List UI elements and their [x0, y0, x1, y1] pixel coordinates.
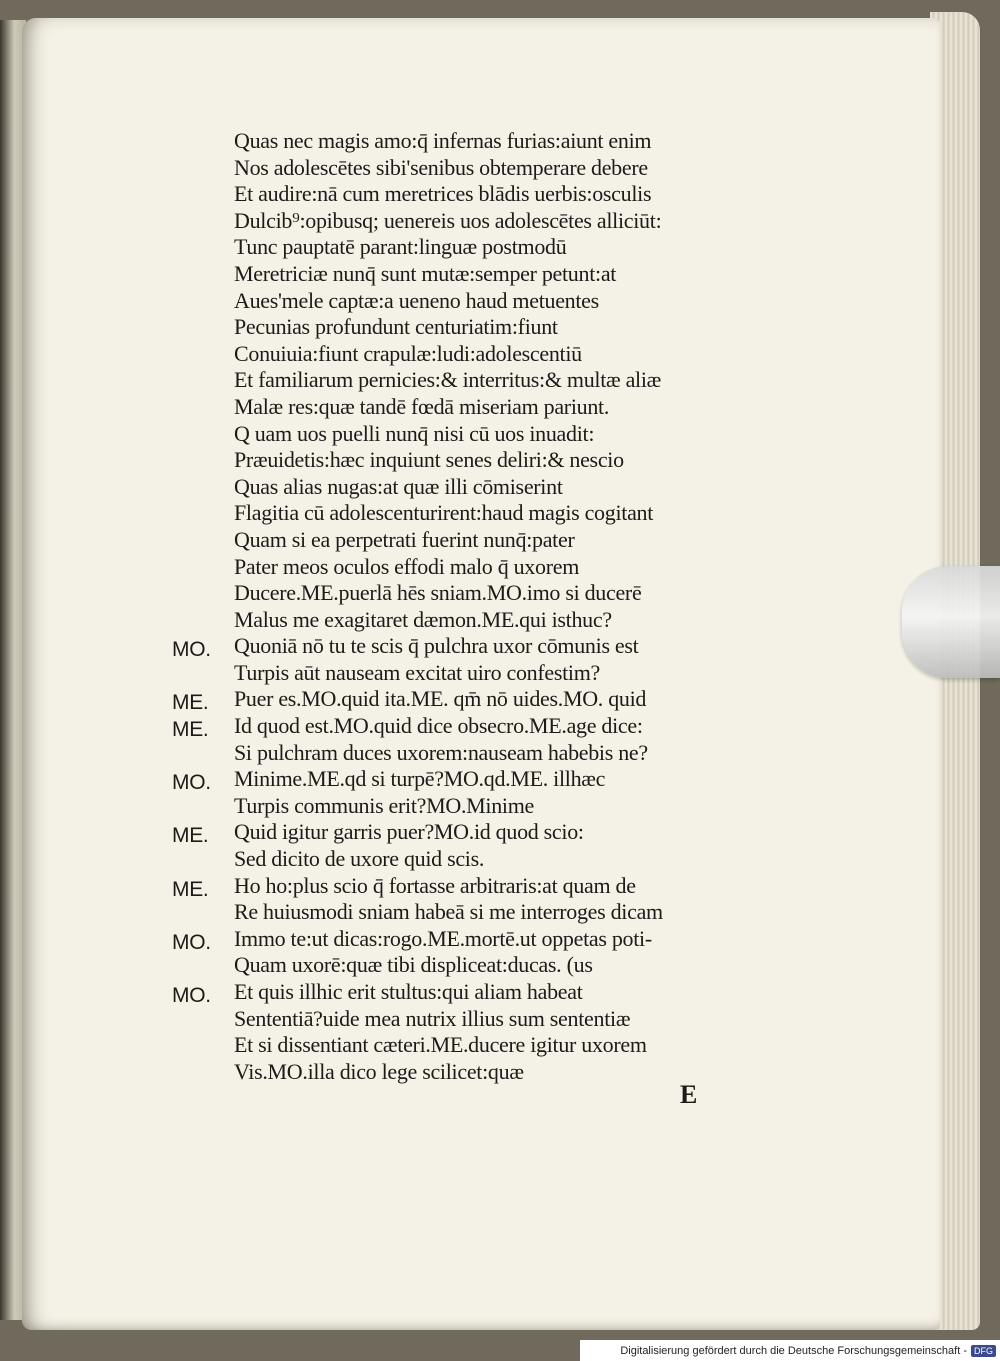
line-text: Sententiā?uide mea nutrix illius sum sententiæ [234, 1005, 631, 1031]
line-text: Ho ho:plus scio q̄ fortasse arbitraris:at quam de [234, 872, 636, 898]
line-text: Quoniā nō tu te scis q̄ pulchra uxor cōmunis est [234, 633, 639, 659]
text-block [172, 128, 794, 1085]
line-text: Pecunias profundunt centuriatim:fiunt [234, 314, 558, 340]
line-text: Quas alias nugas:at quæ illi cōmiserint [234, 473, 563, 499]
text-line [172, 819, 794, 848]
line-text: Et si dissentiant cæteri.ME.ducere igitur uxorem [234, 1032, 647, 1058]
line-text: Re huiusmodi sniam habeā si me interroges dicam [234, 899, 663, 925]
footer-credit-bar [580, 1340, 1000, 1361]
text-line [234, 580, 794, 607]
text-line [234, 447, 794, 474]
line-text: Et familiarum pernicies:& interritus:& multæ aliæ [234, 367, 662, 393]
line-text: Præuidetis:hæc inquiunt senes deliri:& nescio [234, 447, 624, 473]
text-line [234, 314, 794, 341]
line-text: Turpis aūt nauseam excitat uiro confestim? [234, 659, 600, 685]
text-line [234, 474, 794, 501]
line-text: Minime.ME.qd si turpē?MO.qd.ME. illhæc [234, 766, 606, 792]
line-text: Tunc pauptatē parant:linguæ postmodū [234, 234, 567, 260]
speaker-label: MO. [172, 771, 211, 795]
line-text: Malæ res:quæ tandē fœdā miseriam pariunt. [234, 393, 610, 419]
text-line [172, 686, 794, 715]
speaker-label: ME. [172, 877, 209, 901]
text-line [234, 128, 794, 155]
line-text: Vis.MO.illa dico lege scilicet:quæ [234, 1058, 524, 1084]
line-text: Aues'mele captæ:a ueneno haud metuentes [234, 287, 599, 313]
line-text: Si pulchram duces uxorem:nauseam habebis ne? [234, 739, 648, 765]
speaker-label: MO. [172, 984, 211, 1007]
text-line [172, 925, 794, 954]
text-line [172, 713, 794, 742]
speaker-label: MO. [172, 638, 211, 662]
line-text: Quam si ea perpetrati fuerint nunq̄:pater [234, 526, 575, 552]
text-line [172, 766, 794, 795]
signature-mark: E [680, 1080, 698, 1109]
text-line [234, 421, 794, 448]
line-text: Dulcib⁹:opibusq; uenereis uos adolescētes alliciūt: [234, 207, 662, 233]
text-line [234, 793, 794, 820]
speaker-label: MO. [172, 930, 211, 954]
text-line [234, 1059, 794, 1086]
line-text: Turpis communis erit?MO.Minime [234, 792, 535, 818]
text-line [234, 527, 794, 554]
text-line [234, 1006, 794, 1033]
speaker-label: ME. [172, 691, 209, 715]
text-line [234, 500, 794, 527]
page-clip [902, 566, 1000, 678]
text-line [234, 554, 794, 581]
text-line [234, 261, 794, 288]
footer-credit-text: Digitalisierung gefördert durch die Deutsche Forschungsgemeinschaft - [620, 1344, 967, 1357]
line-text: Immo te:ut dicas:rogo.ME.mortē.ut oppetas poti- [234, 925, 652, 951]
line-text: Sed dicito de uxore quid scis. [234, 846, 485, 872]
text-line [234, 740, 794, 767]
text-line [234, 607, 794, 634]
text-line [234, 660, 794, 687]
line-text: Puer es.MO.quid ita.ME. qm̄ nō uides.MO. quid [234, 686, 647, 712]
text-line [234, 899, 794, 926]
text-line [172, 633, 794, 662]
text-line [234, 367, 794, 394]
dfg-logo: DFG [971, 1345, 996, 1357]
text-line [234, 181, 794, 208]
line-text: Malus me exagitaret dæmon.ME.qui isthuc? [234, 606, 612, 632]
line-text: Quid igitur garris puer?MO.id quod scio: [234, 819, 584, 845]
text-line [234, 155, 794, 182]
line-text: Pater meos oculos effodi malo q̄ uxorem [234, 553, 580, 579]
line-text: Conuiuia:fiunt crapulæ:ludi:adolescentiū [234, 340, 582, 366]
text-line [234, 341, 794, 368]
line-text: Quam uxorē:quæ tibi displiceat:ducas. (us [234, 952, 593, 978]
text-line [234, 208, 794, 235]
line-text: Nos adolescētes sibi'senibus obtemperare debere [234, 154, 648, 180]
text-line [172, 872, 794, 901]
speaker-label: ME. [172, 718, 209, 742]
line-text: Id quod est.MO.quid dice obsecro.ME.age dice: [234, 713, 643, 739]
text-line [234, 846, 794, 873]
speaker-label: ME. [172, 824, 209, 848]
line-text: Meretriciæ nunq̄ sunt mutæ:semper petunt:at [234, 260, 617, 286]
text-line [234, 394, 794, 421]
line-text: Ducere.ME.puerlā hēs sniam.MO.imo si ducerē [234, 580, 642, 606]
text-line [172, 979, 794, 1007]
line-text: Quas nec magis amo:q̄ infernas furias:aiunt enim [234, 128, 652, 153]
text-line [234, 952, 794, 979]
line-text: Flagitia cū adolescenturirent:haud magis cogitant [234, 500, 654, 526]
text-line [234, 288, 794, 315]
line-text: Et quis illhic erit stultus:qui aliam habeat [234, 979, 583, 1004]
line-text: Et audire:nā cum meretrices blādis uerbis:osculis [234, 181, 652, 207]
text-line [234, 234, 794, 261]
text-line [234, 1032, 794, 1059]
line-text: Q uam uos puelli nunq̄ nisi cū uos inuadit: [234, 420, 595, 446]
